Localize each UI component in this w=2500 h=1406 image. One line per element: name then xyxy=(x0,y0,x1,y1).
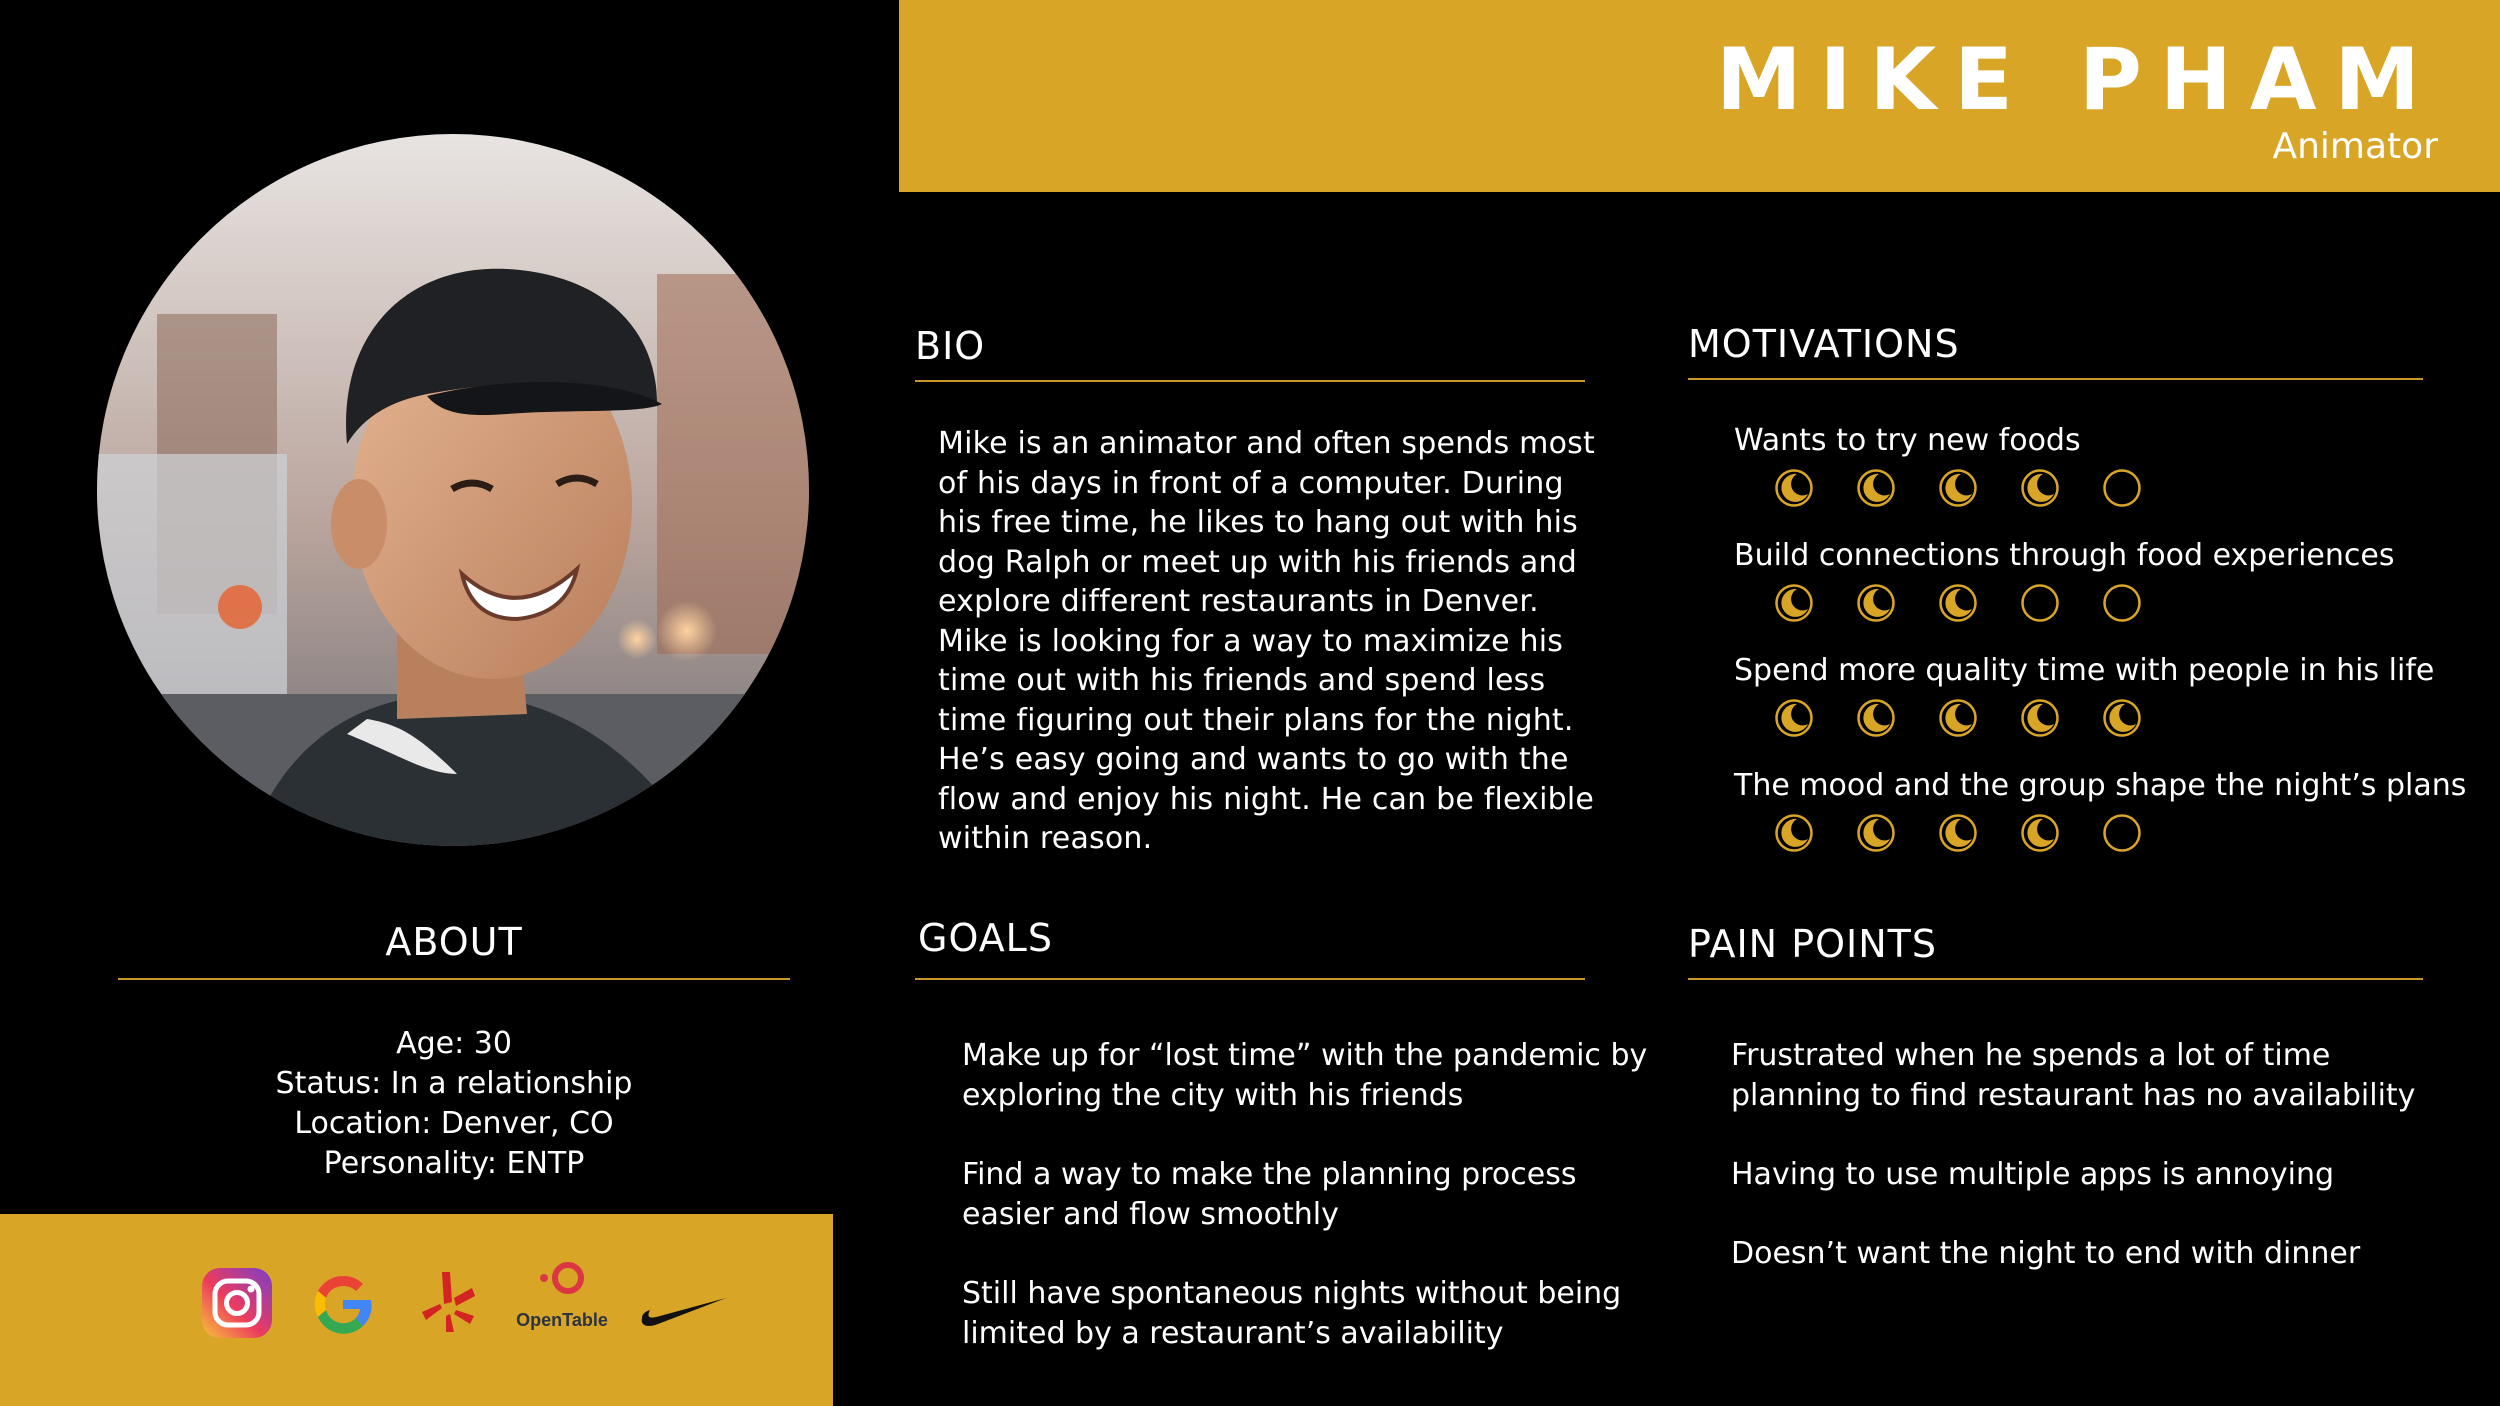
bio-line: within reason. xyxy=(938,821,1153,856)
moon-filled-icon xyxy=(1856,698,1896,738)
moon-filled-icon xyxy=(1938,813,1978,853)
about-heading: ABOUT xyxy=(385,920,523,964)
motivations-divider xyxy=(1688,378,2423,380)
moon-filled-icon xyxy=(1856,583,1896,623)
moon-empty-icon xyxy=(2102,583,2142,623)
pain-point-item xyxy=(1731,1036,2415,1116)
profile-photo xyxy=(97,134,809,846)
pain-point-line: Doesn’t want the night to end with dinner xyxy=(1731,1236,2361,1271)
goals-divider xyxy=(915,978,1585,980)
motivation-rating xyxy=(1774,468,2142,508)
moon-filled-icon xyxy=(1856,468,1896,508)
motivation-item xyxy=(1734,538,2394,623)
bio-divider xyxy=(915,380,1585,382)
bio-line: He’s easy going and wants to go with the xyxy=(938,742,1569,777)
motivation-label: Wants to try new foods xyxy=(1734,423,2081,458)
bio-line: time out with his friends and spend less xyxy=(938,663,1546,698)
goals-heading: GOALS xyxy=(918,916,1053,960)
google-icon xyxy=(307,1268,379,1340)
goal-line: easier and flow smoothly xyxy=(962,1197,1339,1232)
moon-filled-icon xyxy=(1938,698,1978,738)
bio-line: of his days in front of a computer. During xyxy=(938,465,1564,501)
opentable-icon xyxy=(510,1262,614,1342)
moon-empty-icon xyxy=(2102,468,2142,508)
bio-line: Mike is looking for a way to maximize his xyxy=(938,623,1564,659)
pain-point-line: planning to find restaurant has no availability xyxy=(1731,1078,2416,1113)
moon-filled-icon xyxy=(1774,468,1814,508)
instagram-icon xyxy=(202,1268,272,1338)
opentable-label: OpenTable xyxy=(516,1310,608,1330)
moon-filled-icon xyxy=(2102,698,2142,738)
goal-item xyxy=(962,1274,1621,1354)
about-personality: Personality: ENTP xyxy=(323,1146,585,1181)
goal-line: Make up for “lost time” with the pandemic by xyxy=(962,1038,1648,1073)
moon-filled-icon xyxy=(2020,698,2060,738)
nike-icon xyxy=(638,1290,728,1330)
pain-point-item xyxy=(1731,1155,2334,1195)
pain-point-line: Having to use multiple apps is annoying xyxy=(1731,1157,2335,1192)
pain-points-divider xyxy=(1688,978,2423,980)
bio-heading: BIO xyxy=(915,324,986,368)
persona-role: Animator xyxy=(2272,126,2438,167)
moon-filled-icon xyxy=(1938,583,1978,623)
about-age: Age: 30 xyxy=(396,1026,512,1061)
moon-empty-icon xyxy=(2020,583,2060,623)
persona-name: MIKE PHAM xyxy=(1715,30,2438,130)
pain-point-item xyxy=(1731,1234,2360,1274)
motivation-rating xyxy=(1774,698,2434,738)
pain-point-line: Frustrated when he spends a lot of time xyxy=(1731,1038,2331,1073)
motivation-item xyxy=(1734,653,2434,738)
goal-item xyxy=(962,1155,1576,1235)
pain-points-heading: PAIN POINTS xyxy=(1688,922,1937,966)
motivation-rating xyxy=(1774,813,2466,853)
bio-line: his free time, he likes to hang out with his xyxy=(938,505,1578,540)
bio-line: flow and enjoy his night. He can be flexible xyxy=(938,781,1595,817)
moon-empty-icon xyxy=(2102,813,2142,853)
moon-filled-icon xyxy=(1774,698,1814,738)
about-details xyxy=(118,1024,790,1184)
motivation-item xyxy=(1734,423,2142,508)
goal-line: Find a way to make the planning process xyxy=(962,1157,1577,1192)
motivation-label: Build connections through food experiences xyxy=(1734,538,2395,573)
about-status: Status: In a relationship xyxy=(275,1066,633,1101)
about-location: Location: Denver, CO xyxy=(294,1106,614,1141)
moon-filled-icon xyxy=(1938,468,1978,508)
motivation-label: The mood and the group shape the night’s plans xyxy=(1734,768,2467,803)
moon-filled-icon xyxy=(1774,583,1814,623)
goal-line: Still have spontaneous nights without being xyxy=(962,1276,1622,1311)
about-divider xyxy=(118,978,790,980)
bio-line: time figuring out their plans for the night. xyxy=(938,702,1574,738)
moon-filled-icon xyxy=(1774,813,1814,853)
moon-filled-icon xyxy=(2020,813,2060,853)
motivation-item xyxy=(1734,768,2466,853)
moon-filled-icon xyxy=(1856,813,1896,853)
goal-line: exploring the city with his friends xyxy=(962,1078,1464,1113)
bio-line: explore different restaurants in Denver. xyxy=(938,584,1539,619)
moon-filled-icon xyxy=(2020,468,2060,508)
bio-text xyxy=(938,424,1606,859)
motivation-label: Spend more quality time with people in his life xyxy=(1734,653,2435,688)
motivations-heading: MOTIVATIONS xyxy=(1688,322,1960,366)
bio-line: dog Ralph or meet up with his friends and xyxy=(938,544,1577,580)
goal-line: limited by a restaurant’s availability xyxy=(962,1316,1504,1351)
motivation-rating xyxy=(1774,583,2394,623)
goal-item xyxy=(962,1036,1647,1116)
bio-line: Mike is an animator and often spends most xyxy=(938,426,1595,461)
yelp-icon xyxy=(420,1268,476,1334)
